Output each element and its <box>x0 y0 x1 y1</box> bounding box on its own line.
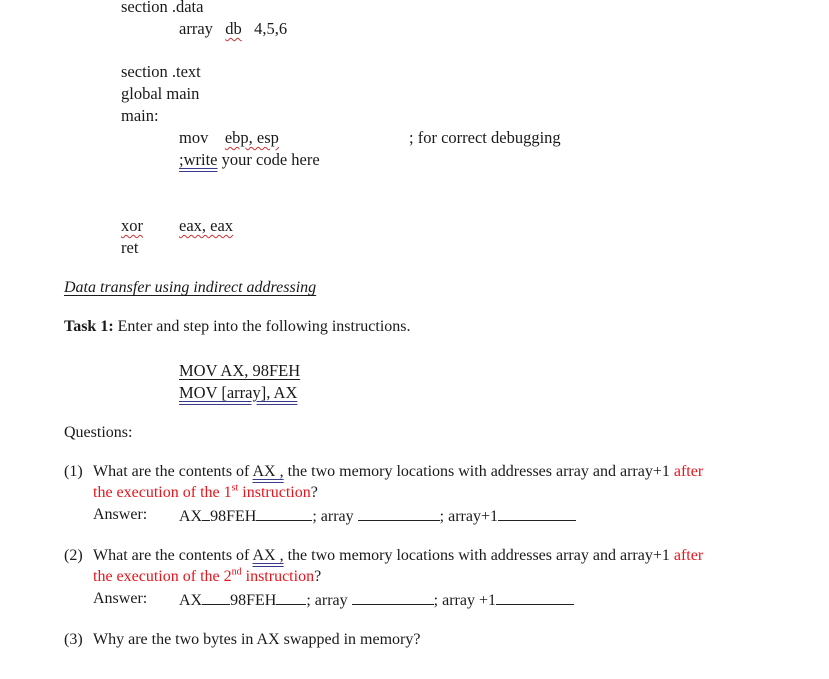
q1-line1 <box>93 463 703 481</box>
code-line-section-text: section .text <box>121 62 201 81</box>
code-line-ret: ret <box>121 238 139 257</box>
q3-text: Why are the two bytes in AX swapped in memory? <box>93 631 421 648</box>
q1-ax-blank-post[interactable] <box>256 506 312 521</box>
code-write-keyword: ;write <box>179 150 218 169</box>
q2-red-instruction: instruction <box>241 568 315 585</box>
q1-ax-blank-pre[interactable] <box>202 506 210 521</box>
q2-ax-blank-pre[interactable] <box>202 590 230 605</box>
section-heading: Data transfer using indirect addressing <box>64 279 317 296</box>
code-array-values: 4,5,6 <box>254 19 288 38</box>
q2-array1-label: ; array +1 <box>433 592 496 609</box>
code-xor-args-text: eax, eax <box>179 216 234 235</box>
q1-number: (1) <box>64 463 83 480</box>
task-text: Enter and step into the following instructions. <box>113 318 411 335</box>
code-line-global-main: global main <box>121 84 200 103</box>
q1-red-execution: the execution of the 1 <box>93 484 232 501</box>
questions-label: Questions: <box>64 424 133 441</box>
q2-line2 <box>93 568 321 586</box>
code-xor-op: xor <box>121 216 143 235</box>
task-instruction-1-text: MOV AX, 98FEH <box>179 361 301 380</box>
q1-red-after: after <box>673 463 704 480</box>
q1-array-blank[interactable] <box>358 506 440 521</box>
q2-text-b: the two memory locations with addresses array and array+1 <box>283 547 674 564</box>
q2-text-a: What are the contents of <box>93 547 253 564</box>
q2-line1 <box>93 547 703 565</box>
q1-text-b: the two memory locations with addresses array and array+1 <box>283 463 674 480</box>
q2-ax-label: AX <box>179 592 203 609</box>
q1-superscript: st <box>231 482 239 494</box>
q1-red-instruction: instruction <box>238 484 311 501</box>
q1-array1-label: ; array+1 <box>439 508 498 525</box>
code-line-xor <box>121 216 143 236</box>
q1-array1-blank[interactable] <box>498 506 576 521</box>
task-instruction-1 <box>179 361 300 381</box>
q2-red-execution: the execution of the 2 <box>93 568 232 585</box>
q2-red-after: after <box>673 547 704 564</box>
task-instruction-2-text: MOV [array], AX <box>179 383 298 402</box>
q3-number: (3) <box>64 631 83 648</box>
q2-ax: AX , <box>252 547 284 564</box>
code-line-write-comment <box>179 150 320 170</box>
task-line <box>64 318 411 336</box>
code-line-array-db <box>179 19 287 39</box>
q1-answer-row <box>93 506 147 524</box>
q1-ax-label: AX <box>179 508 203 525</box>
q1-question-mark: ? <box>310 484 318 501</box>
q1-ax: AX , <box>252 463 284 480</box>
q2-answer-fields <box>179 590 574 610</box>
code-xor-args <box>179 216 233 236</box>
q2-array-label: ; array <box>306 592 348 609</box>
code-array-label: array <box>179 19 213 38</box>
task-label: Task 1: <box>64 318 114 335</box>
q2-answer-row <box>93 590 147 608</box>
q1-answer-fields <box>179 506 576 526</box>
q2-answer-label: Answer: <box>93 590 148 607</box>
q2-ax-value: 98FEH <box>230 592 277 609</box>
code-mov-args: ebp, esp <box>224 128 279 147</box>
code-mov-comment: ; for correct debugging <box>409 128 561 147</box>
q1-text-a: What are the contents of <box>93 463 253 480</box>
code-write-rest: your code here <box>217 150 320 169</box>
q2-number: (2) <box>64 547 83 564</box>
q1-answer-label: Answer: <box>93 506 148 523</box>
code-line-section-data: section .data <box>121 0 204 16</box>
q2-array1-blank[interactable] <box>496 590 574 605</box>
q2-ax-blank-post[interactable] <box>276 590 306 605</box>
q1-line2 <box>93 484 318 502</box>
code-line-main-label: main: <box>121 106 159 125</box>
q2-superscript: nd <box>231 566 242 578</box>
q2-question-mark: ? <box>314 568 322 585</box>
code-db-directive: db <box>225 19 242 38</box>
q2-array-blank[interactable] <box>352 590 434 605</box>
code-line-mov <box>179 128 279 148</box>
q1-array-label: ; array <box>312 508 354 525</box>
q1-ax-value: 98FEH <box>210 508 257 525</box>
task-instruction-2 <box>179 383 297 403</box>
code-mov-op: mov <box>179 128 209 147</box>
